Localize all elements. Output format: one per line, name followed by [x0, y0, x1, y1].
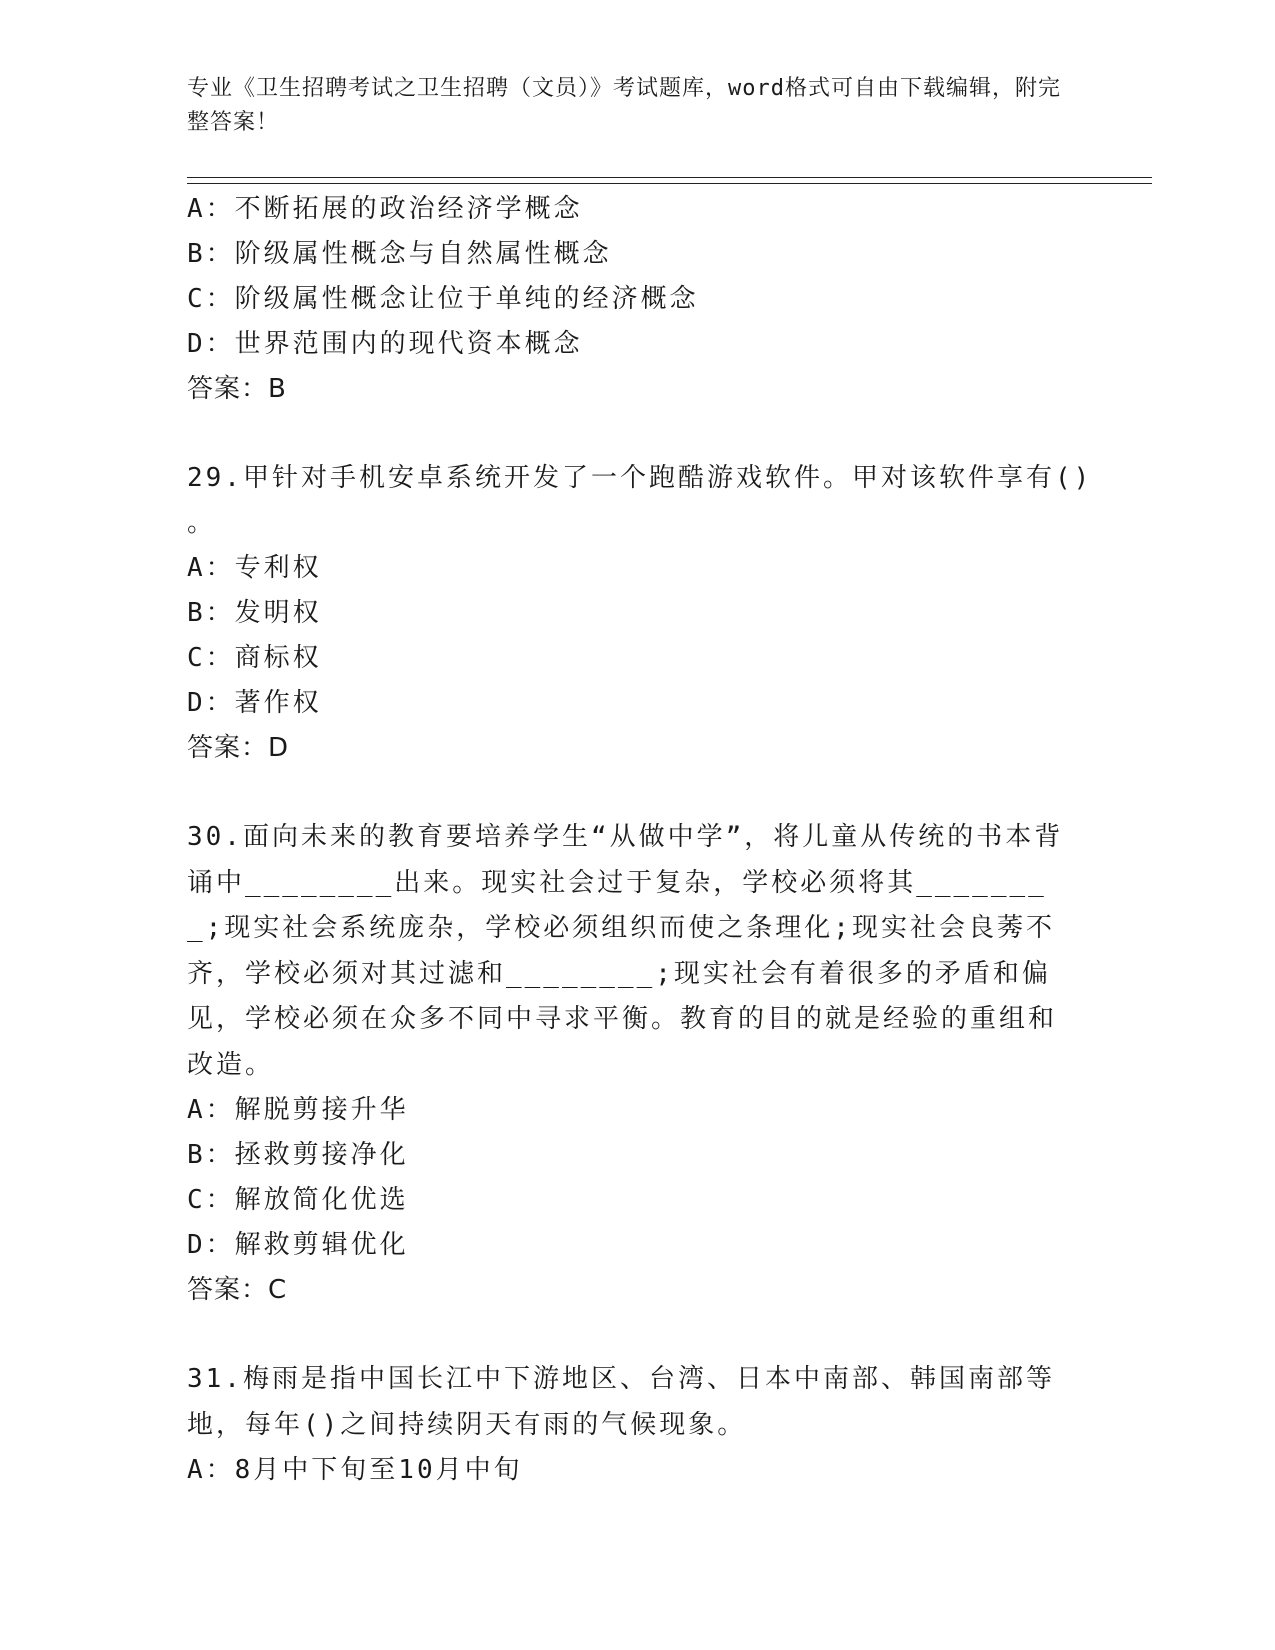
- header-text: 专业《卫生招聘考试之卫生招聘（文员）》考试题库，word格式可自由下载编辑，附完整答案！: [187, 76, 1061, 135]
- answer-line: 答案：B: [187, 374, 287, 404]
- option-a: A：8月中下旬至10月中旬: [187, 1455, 523, 1485]
- option-b: B：拯救剪接净化: [187, 1140, 409, 1170]
- option-b: B：发明权: [187, 598, 322, 628]
- option-c: C：商标权: [187, 643, 322, 673]
- option-d: D：世界范围内的现代资本概念: [187, 329, 583, 359]
- answer-line: 答案：D: [187, 733, 290, 763]
- question-stem: 29.甲针对手机安卓系统开发了一个跑酷游戏软件。甲对该软件享有(): [187, 463, 1093, 493]
- option-c: C：解放简化优选: [187, 1185, 409, 1215]
- option-d: D：著作权: [187, 688, 322, 718]
- document-header: [187, 72, 1067, 140]
- question-stem: 31.梅雨是指中国长江中下游地区、台湾、日本中南部、韩国南部等地，每年()之间持续阴天有雨的气候现象。: [187, 1364, 1055, 1440]
- question-28-options: [187, 187, 1067, 412]
- option-c: C：阶级属性概念让位于单纯的经济概念: [187, 284, 699, 314]
- question-stem-tail: 。: [187, 508, 217, 538]
- option-a: A：不断拓展的政治经济学概念: [187, 194, 583, 224]
- question-31: [187, 1357, 1067, 1493]
- option-d: D：解救剪辑优化: [187, 1230, 409, 1260]
- question-stem: 30.面向未来的教育要培养学生“从做中学”，将儿童从传统的书本背诵中________出来。现实社会过于复杂，学校必须将其________;现实社会系统庞杂，学校必须组织而使之条理化;现实社会良莠不齐，学校必须对其过滤和________;现实社会有着很多的矛盾和偏见，学校必须在众多不同中寻求平衡。教育的目的就是经验的重组和改造。: [187, 822, 1064, 1080]
- question-list: [187, 187, 1093, 1493]
- option-b: B：阶级属性概念与自然属性概念: [187, 239, 612, 269]
- question-29: [187, 456, 1093, 771]
- answer-line: 答案：C: [187, 1275, 288, 1305]
- option-a: A：专利权: [187, 553, 322, 583]
- question-30: [187, 815, 1067, 1313]
- header-double-rule: [187, 177, 1152, 184]
- option-a: A：解脱剪接升华: [187, 1095, 409, 1125]
